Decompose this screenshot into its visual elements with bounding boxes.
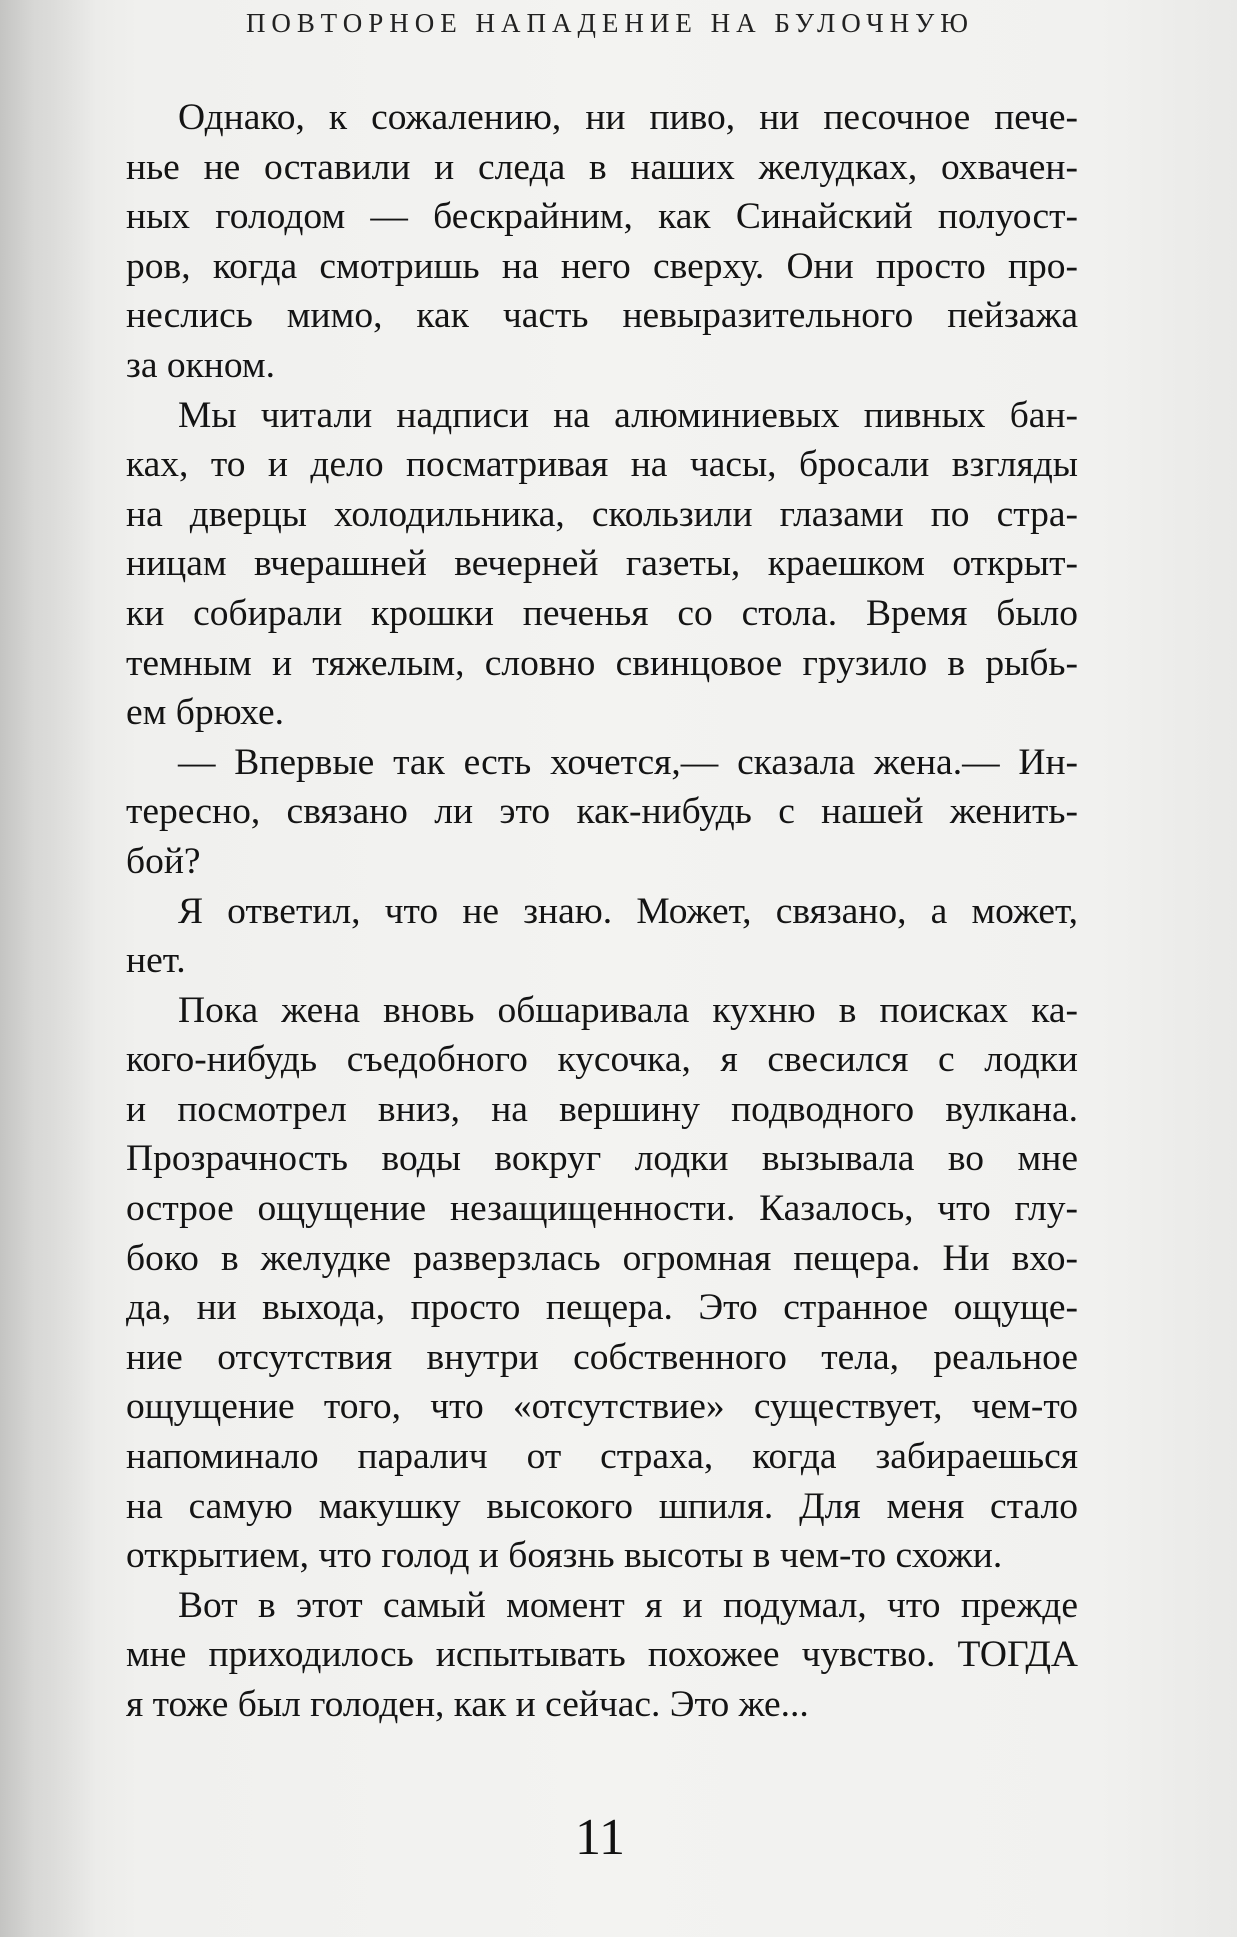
text-line: напоминало паралич от страха, когда забираешься [126,1436,1078,1478]
text-line: ных голодом — бескрайним, как Синайский полуост- [126,196,1078,238]
text-line: ощущение того, что «отсутствие» существует, чем-то [126,1386,1078,1428]
text-line: ницам вчерашней вечерней газеты, краешком открыт- [126,543,1078,585]
text-line: кого-нибудь съедобного кусочка, я свесился с лодки [126,1039,1078,1081]
text-line: на дверцы холодильника, скользили глазами по стра- [126,493,1078,535]
text-line: за окном. [126,344,276,386]
text-line: ки собирали крошки печенья со стола. Время было [126,592,1078,634]
text-line: бой? [126,840,201,882]
text-line: на самую макушку высокого шпиля. Для меня стало [126,1485,1078,1527]
text-line: и посмотрел вниз, на вершину подводного вулкана. [126,1088,1078,1130]
text-line: Я ответил, что не знаю. Может, связано, а может, [178,890,1078,932]
text-line: Однако, к сожалению, ни пиво, ни песочное пече- [178,97,1078,138]
text-line: я тоже был голоден, как и сейчас. Это же... [126,1684,809,1725]
text-line: боко в желудке разверзлась огромная пещера. Ни вхо- [126,1237,1078,1279]
text-line: мне приходилось испытывать похожее чувство. ТОГДА [126,1634,1078,1676]
page-number: 11 [574,1809,626,1866]
text-line: ние отсутствия внутри собственного тела, реальное [126,1336,1078,1378]
text-line: неслись мимо, как часть невыразительного пейзажа [126,295,1078,337]
text-line: тересно, связано ли это как-нибудь с нашей женить- [126,791,1078,833]
text-line: Пока жена вновь обшаривала кухню в поисках ка- [178,989,1078,1031]
text-line: ров, когда смотришь на него сверху. Они просто про- [126,245,1078,287]
text-line: нье не оставили и следа в наших желудках, охвачен- [126,146,1078,188]
text-line: ем брюхе. [126,692,284,734]
text-line: да, ни выхода, просто пещера. Это странное ощуще- [126,1287,1078,1329]
text-line: открытием, что голод и боязнь высоты в чем-то схожи. [126,1535,1003,1577]
running-head: ПОВТОРНОЕ НАПАДЕНИЕ НА БУЛОЧНУЮ [245,8,975,38]
text-line: Мы читали надписи на алюминиевых пивных бан- [178,394,1078,436]
book-gutter-shadow [0,0,95,1937]
text-line: Вот в этот самый момент я и подумал, что прежде [178,1584,1078,1626]
text-line: темным и тяжелым, словно свинцовое грузило в рыбь- [126,642,1078,684]
body-text [126,93,1078,1730]
text-line: острое ощущение незащищенности. Казалось, что глу- [126,1188,1078,1230]
text-line: ках, то и дело посматривая на часы, бросали взгляды [126,444,1078,486]
text-line: нет. [126,940,186,982]
text-line: Прозрачность воды вокруг лодки вызывала во мне [126,1138,1078,1180]
text-line: — Впервые так есть хочется,— сказала жена.— Ин- [178,741,1078,783]
